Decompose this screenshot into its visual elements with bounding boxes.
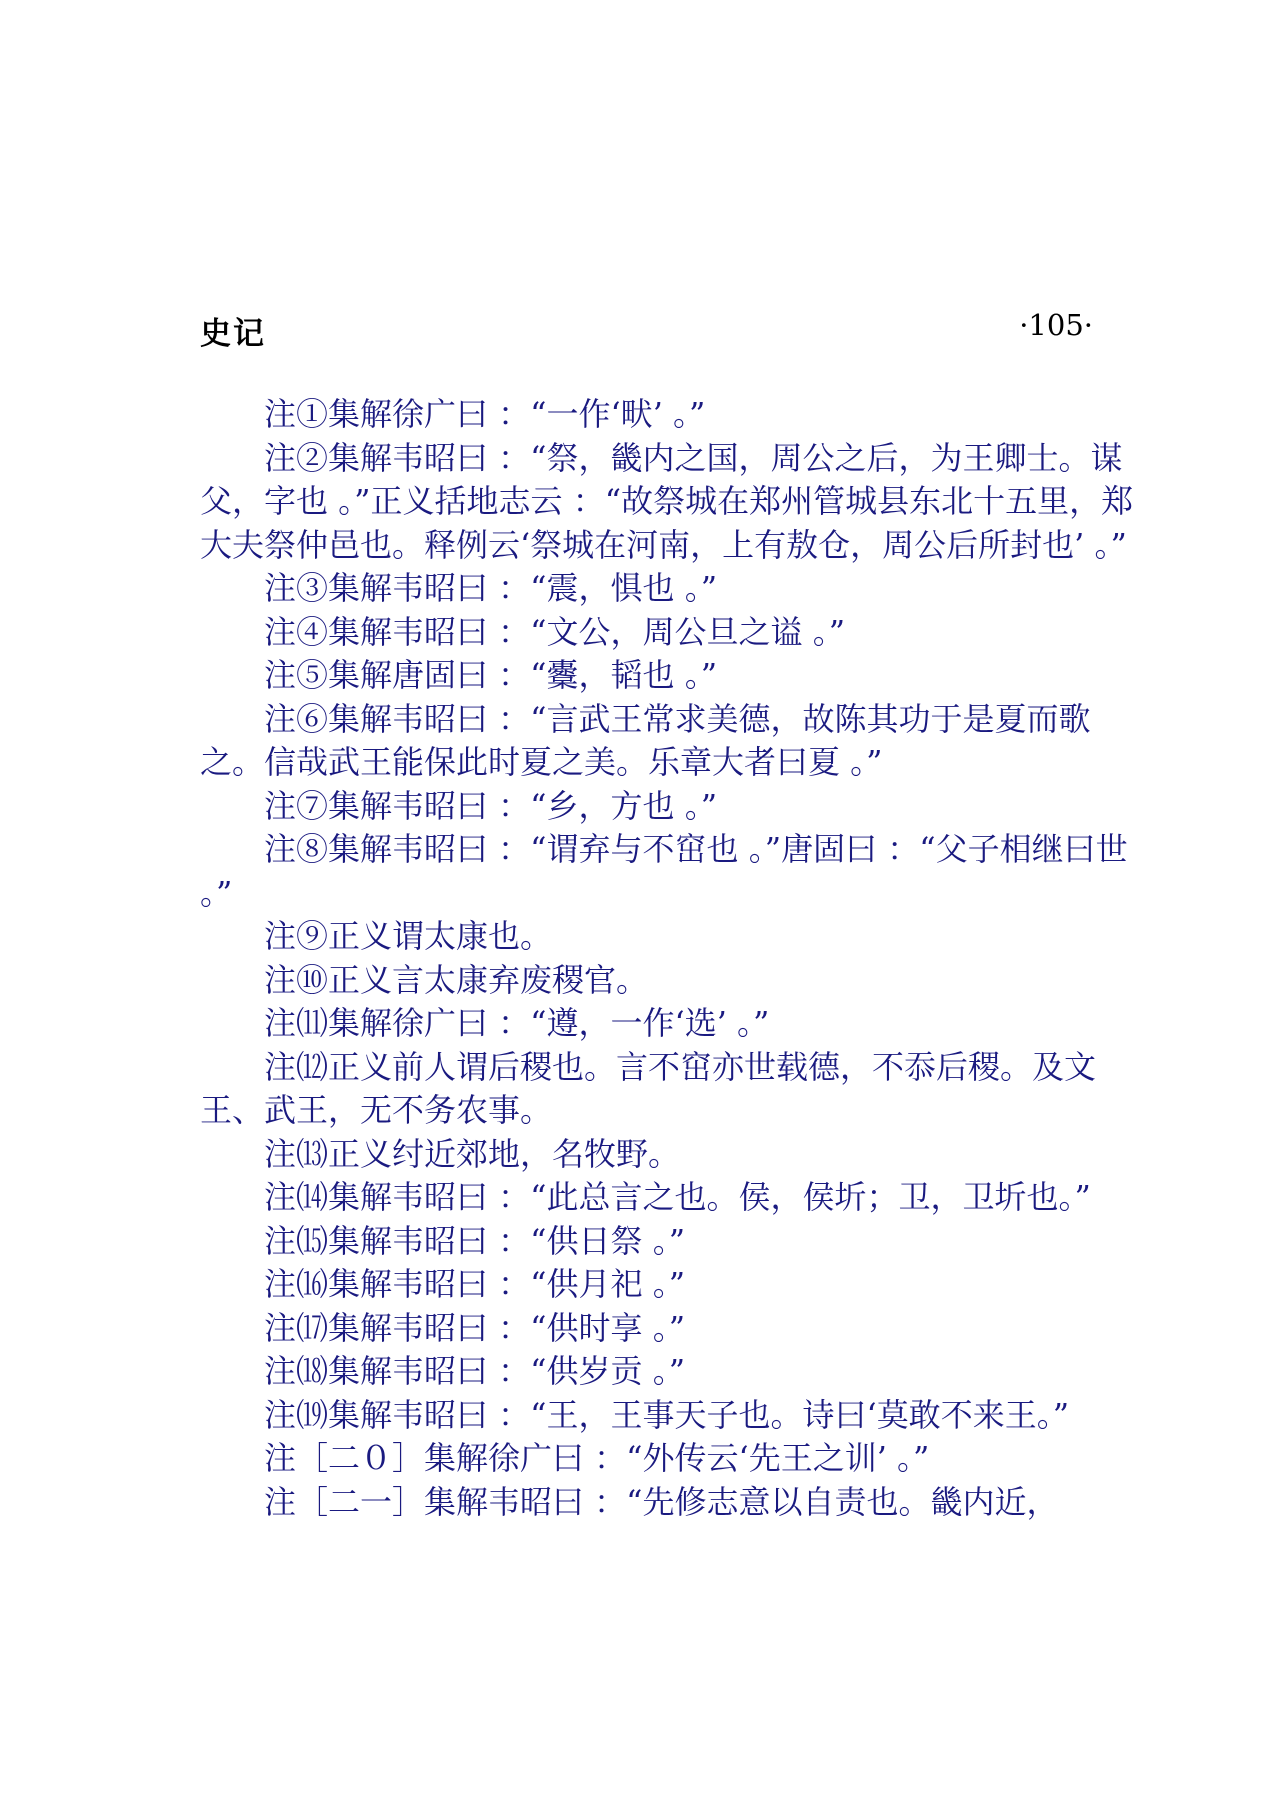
note-5: 注⑤集解唐固曰 ：“櫜，韬也 。” [264,656,718,694]
note-7: 注⑦集解韦昭曰 ：“乡，方也 。” [264,786,718,825]
annotation-body [200,393,1145,1524]
note-21: 注［二一］集解韦昭曰 ：“先修志意以自责也。畿内近， [264,1482,1059,1521]
note-2: 注②集解韦昭曰 ：“祭，畿内之国，周公之后，为王卿士。谋父，字也 。”正义括地志云 ：“故祭城在郑州管城县东北十五里，郑大夫祭仲邑也。释例云‘祭城在河南，上有敖仓，周公后所封也’ 。” [200,438,1134,564]
note-1: 注①集解徐广曰 ：“一作‘畎’ 。” [264,395,706,433]
note-15: 注⒂集解韦昭曰 ：“供日祭 。” [264,1221,686,1260]
note-4: 注④集解韦昭曰 ：“文公，周公旦之谥 。” [264,612,846,651]
note-12: 注⑿正义前人谓后稷也。言不窋亦世载德，不忝后稷。及文王、武王，无不务农事。 [200,1047,1097,1129]
note-8: 注⑧集解韦昭曰 ：“谓弃与不窋也 。”唐固曰 ：“父子相继曰世 。” [200,830,1138,912]
note-16: 注⒃集解韦昭曰 ：“供月祀 。” [264,1265,686,1303]
note-18: 注⒅集解韦昭曰 ：“供岁贡 。” [264,1352,686,1390]
note-13: 注⒀正义纣近郊地，名牧野。 [264,1134,681,1173]
note-11: 注⑾集解徐广曰 ：“遵，一作‘选’ 。” [264,1004,770,1042]
note-10: 注⑩正义言太康弃废稷官。 [264,960,649,999]
note-6: 注⑥集解韦昭曰 ：“言武王常求美德，故陈其功于是夏而歌之。信哉武王能保此时夏之美。乐章大者曰夏 。” [200,699,1091,781]
note-9: 注⑨正义谓太康也。 [264,917,553,955]
page-number: ·105· [1019,308,1093,342]
note-14: 注⒁集解韦昭曰 ：“此总言之也。侯，侯圻；卫，卫圻也。” [264,1178,1091,1216]
note-20: 注［二０］集解徐广曰 ：“外传云‘先王之训’ 。” [264,1439,930,1477]
note-3: 注③集解韦昭曰 ：“震，惧也 。” [264,569,718,607]
note-17: 注⒄集解韦昭曰 ：“供时享 。” [264,1308,686,1347]
note-19: 注⒆集解韦昭曰 ：“王，王事天子也。诗曰‘莫敢不来王。” [264,1395,1070,1434]
page-header [200,308,1093,358]
book-title: 史记 [200,316,266,352]
